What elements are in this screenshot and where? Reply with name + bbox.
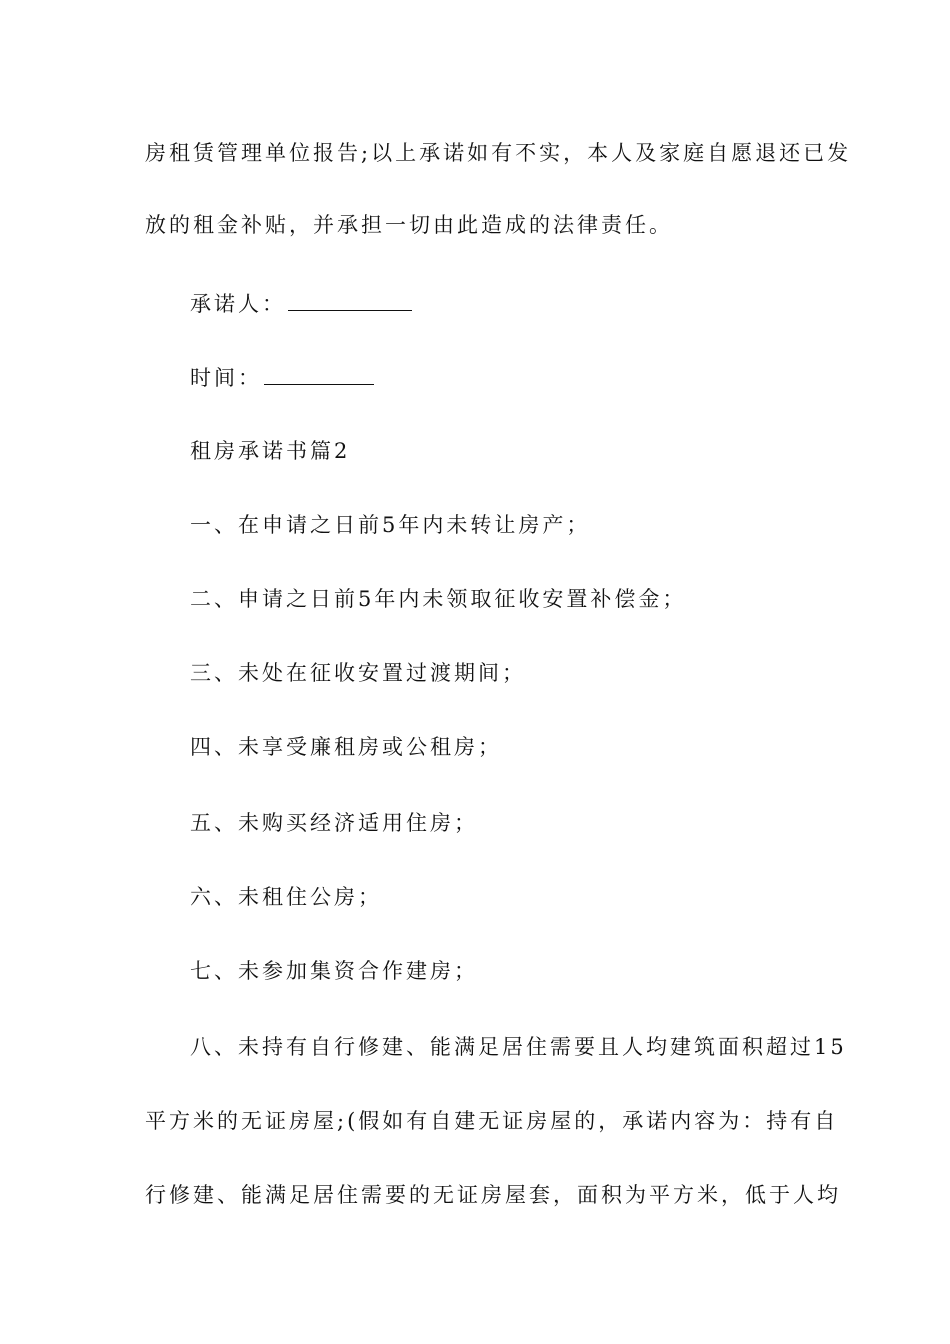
time-signature xyxy=(190,362,850,393)
time-blank xyxy=(264,362,374,385)
list-item: 二、申请之日前5年内未领取征收安置补偿金； xyxy=(190,587,687,611)
section-title: 租房承诺书篇2 xyxy=(190,439,351,463)
list-item: 三、未处在征收安置过渡期间； xyxy=(190,661,526,685)
paragraph-line: 放的租金补贴，并承担一切由此造成的法律责任。 xyxy=(145,213,673,237)
promisor-label: 承诺人： xyxy=(190,292,286,316)
list-item: 四、未享受廉租房或公租房； xyxy=(190,735,502,759)
list-item-eight-line: 八、未持有自行修建、能满足居住需要且人均建筑面积超过15 xyxy=(190,1035,847,1059)
list-item-eight-line: 行修建、能满足居住需要的无证房屋套，面积为平方米，低于人均 xyxy=(145,1183,841,1207)
promisor-blank xyxy=(288,288,412,311)
list-item: 七、未参加集资合作建房； xyxy=(190,959,478,983)
time-label: 时间： xyxy=(190,366,262,390)
promisor-signature xyxy=(190,288,850,319)
paragraph-line: 房租赁管理单位报告;以上承诺如有不实，本人及家庭自愿退还已发 xyxy=(145,141,852,165)
list-item: 六、未租住公房； xyxy=(190,885,382,909)
list-item: 一、在申请之日前5年内未转让房产； xyxy=(190,513,591,537)
list-item: 五、未购买经济适用住房； xyxy=(190,811,478,835)
list-item-eight-line: 平方米的无证房屋;(假如有自建无证房屋的，承诺内容为：持有自 xyxy=(145,1109,839,1133)
